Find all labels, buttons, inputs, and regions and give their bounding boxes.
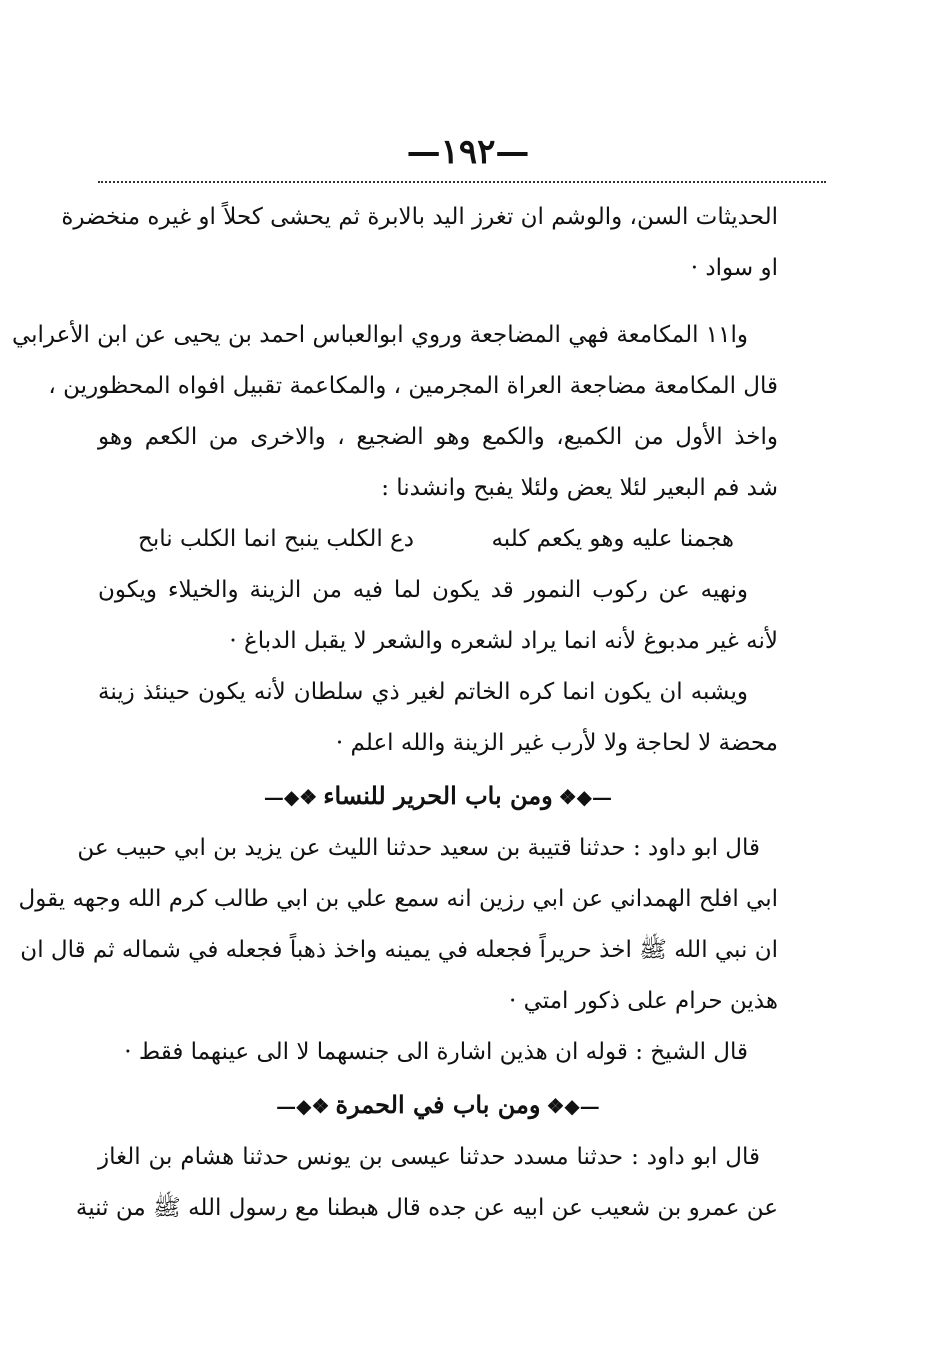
text-line: لأنه غير مدبوغ لأنه انما يراد لشعره والشعر لا يقبل الدباغ · [229,628,778,654]
section-heading [98,769,778,823]
text-line: عن عمرو بن شعيب عن ابيه عن جده قال هبطنا مع رسول الله ﷺ من ثنية [75,1195,778,1221]
verse-first-hemistich: هجمنا عليه وهو يكعم كلبه [491,526,734,552]
ornament-icon: ❖◆— [276,1094,330,1118]
section-heading-text: ومن باب في الحمرة [335,1090,541,1119]
text-line: ويشبه ان يكون انما كره الخاتم لغير ذي سلطان لأنه يكون حينئذ زينة [98,679,748,705]
paragraph-spacer [98,294,778,310]
page-number: —١٩٢— [406,132,530,172]
section-heading [98,1078,778,1132]
text-line: او سواد · [690,255,778,281]
text-line: شد فم البعير لئلا يعض ولئلا يفبح وانشدنا : [381,475,778,501]
text-line: قال ابو داود : حدثنا مسدد حدثنا عيسى بن يونس حدثنا هشام بن الغاز [98,1144,760,1170]
text-line: ونهيه عن ركوب النمور قد يكون لما فيه من الزينة والخيلاء ويكون [98,577,748,603]
text-line: قال المكامعة مضاجعة العراة المجرمين ، والمكاعمة تقبيل افواه المحظورين ، [48,373,778,399]
text-line: ابي افلح الهمداني عن ابي رزين انه سمع علي بن ابي طالب كرم الله وجهه يقول [18,886,778,912]
ornament-icon: —◆❖ [558,785,613,809]
page-body-text [11,192,778,1234]
text-line: ان نبي الله ﷺ اخذ حريراً فجعله في يمينه واخذ ذهباً فجعله في شماله ثم قال ان [20,937,778,963]
section-heading-text: ومن باب الحرير للنساء [323,781,553,810]
ornament-icon: —◆❖ [546,1094,600,1118]
verse-second-hemistich: دع الكلب ينبح انما الكلب نابح [138,526,414,552]
text-line: الحديثات السن، والوشم ان تغرز اليد بالابرة ثم يحشى كحلاً او غيره منخضرة [61,204,778,230]
text-line: هذين حرام على ذكور امتي · [508,988,778,1014]
poetry-verse [98,514,778,565]
text-line: واخذ الأول من الكميع، والكمع وهو الضجيع ، والاخرى من الكعم وهو [98,424,778,450]
text-line: قال ابو داود : حدثنا قتيبة بن سعيد حدثنا الليث عن يزيد بن ابي حبيب عن [77,835,760,861]
text-line: وا١١ المكامعة فهي المضاجعة وروي ابوالعباس احمد بن يحيى عن ابن الأعرابي [11,322,748,348]
ornament-icon: ❖◆— [263,785,318,809]
text-line: محضة لا لحاجة ولا لأرب غير الزينة والله اعلم · [335,730,778,756]
text-line: قال الشيخ : قوله ان هذين اشارة الى جنسهما لا الى عينهما فقط · [124,1039,748,1065]
header-divider [98,181,826,183]
